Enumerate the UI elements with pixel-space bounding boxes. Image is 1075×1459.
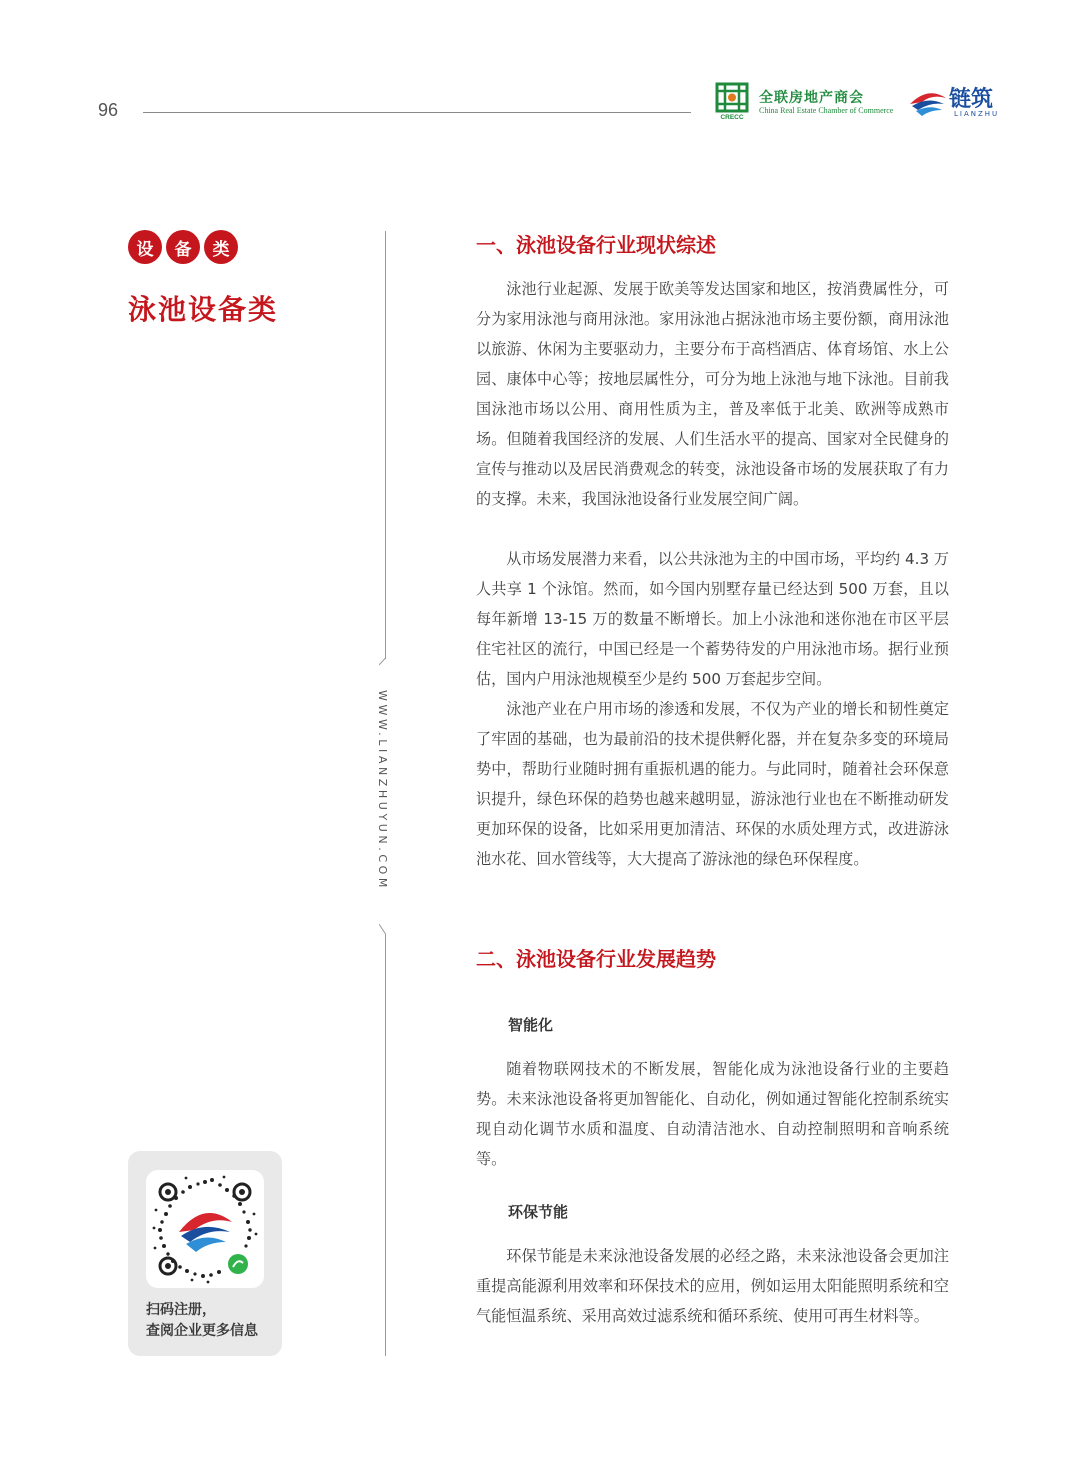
- crecc-english-name: China Real Estate Chamber of Commerce: [759, 106, 894, 115]
- divider-tick-icon: [379, 658, 387, 666]
- crecc-logo-icon: [715, 82, 749, 120]
- category-tag: [128, 230, 238, 264]
- subsection-paragraph-eco: 环保节能是未来泳池设备发展的必经之路，未来泳池设备会更加注重提高能源利用效率和环保技术的应用，例如运用太阳能照明系统和空气能恒温系统、采用高效过滤系统和循环系统、使用可再生材料等。: [476, 1247, 949, 1325]
- section1-heading: 一、泳池设备行业现状综述: [476, 233, 716, 257]
- qr-code-icon: [146, 1170, 264, 1288]
- column-divider-bottom: [385, 934, 386, 1356]
- header-rule: [143, 112, 691, 113]
- section1-paragraph: 泳池行业起源、发展于欧美等发达国家和地区，按消费属性分，可分为家用泳池与商用泳池。家用泳池占据泳池市场主要份额，商用泳池以旅游、休闲为主要驱动力，主要分布于高档酒店、体育场馆、水上公园、康体中心等；按地层属性分，可分为地上泳池与地下泳池。目前我国泳池市场以公用、商用性质为主，普及率低于北美、欧洲等成熟市场。但随着我国经济的发展、人们生活水平的提高、国家对全民健身的宣传与推动以及居民消费观念的转变，泳池设备市场的发展获取了有力的支撑。未来，我国泳池设备行业发展空间广阔。: [476, 280, 949, 508]
- vertical-website-url: WWW.LIANZHUYUN.COM: [376, 690, 389, 891]
- category-title: 泳池设备类: [128, 293, 279, 326]
- category-char: 设: [128, 230, 162, 264]
- lianzhu-name: 链筑: [949, 87, 994, 112]
- subsection-paragraph-smart: 随着物联网技术的不断发展，智能化成为泳池设备行业的主要趋势。未来泳池设备将更加智能化、自动化，例如通过智能化控制系统实现自动化调节水质和温度、自动清洁池水、自动控制照明和音响系统等。: [476, 1060, 949, 1168]
- section1-paragraph: 泳池产业在户用市场的渗透和发展，不仅为产业的增长和韧性奠定了牢固的基础，也为最前沿的技术提供孵化器，并在复杂多变的环境局势中，帮助行业随时拥有重振机遇的能力。与此同时，随着社会环保意识提升，绿色环保的趋势也越来越明显，游泳池行业也在不断推动研发更加环保的设备，比如采用更加清洁、环保的水质处理方式，改进游泳池水花、回水管线等，大大提高了游泳池的绿色环保程度。: [476, 700, 949, 868]
- subsection-title-eco: 环保节能: [508, 1203, 569, 1221]
- qr-code[interactable]: [146, 1170, 264, 1288]
- lianzhu-english-name: LIANZHU: [954, 110, 1000, 118]
- page-number: 96: [98, 100, 119, 120]
- crecc-name: 全联房地产商会: [759, 90, 864, 106]
- section1-paragraph: 从市场发展潜力来看，以公共泳池为主的中国市场，平均约 4.3 万人共享 1 个泳馆。然而，如今国内别墅存量已经达到 500 万套，且以每年新增 13-15 万的数量不断增长。加上小泳池和迷你池在市区平层住宅社区的流行，中国已经是一个蓄势待发的户用泳池市场。据行业预估，国内户用泳池规模至少是约 500 万套起步空间。: [476, 550, 949, 688]
- subsection-title-smart: 智能化: [508, 1016, 554, 1034]
- section2-heading: 二、泳池设备行业发展趋势: [476, 947, 716, 971]
- qr-caption: [146, 1300, 258, 1342]
- category-char: 备: [166, 230, 200, 264]
- lianzhu-logo-icon: [908, 84, 948, 118]
- column-divider-top: [385, 231, 386, 659]
- divider-tick-icon: [379, 924, 387, 934]
- qr-caption-line2: 查阅企业更多信息: [146, 1323, 258, 1339]
- qr-caption-line1: 扫码注册，: [146, 1302, 216, 1318]
- svg-text:CRECC: CRECC: [720, 114, 744, 120]
- category-char: 类: [204, 230, 238, 264]
